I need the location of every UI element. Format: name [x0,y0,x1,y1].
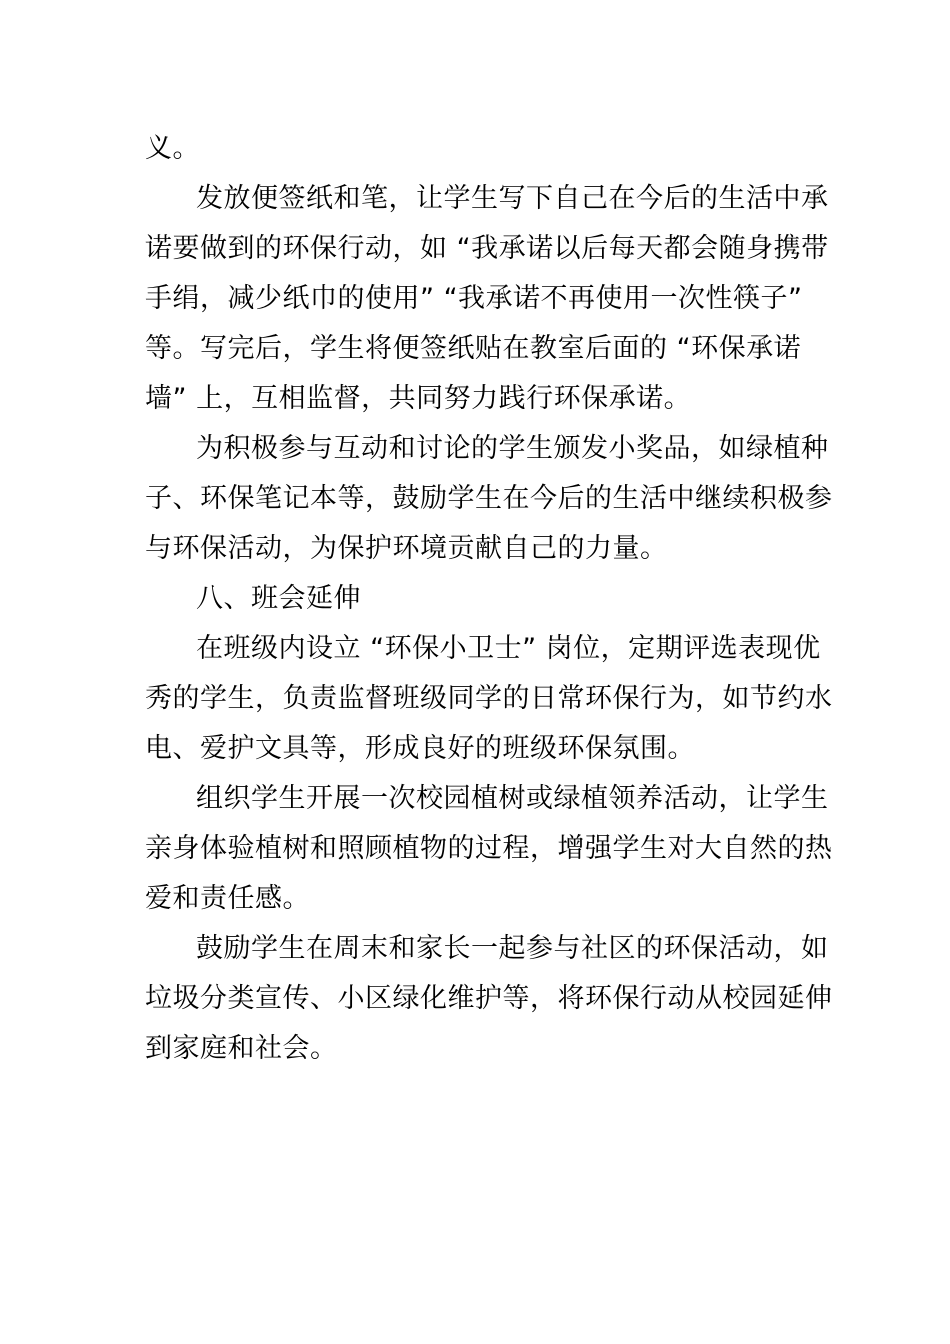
section-heading: 八、班会延伸 [196,583,361,614]
text-line: 爱和责任感。 [145,883,310,914]
text-line: 到家庭和社会。 [145,1033,338,1064]
text-line: 电、爱护文具等，形成良好的班级环保氛围。 [145,733,695,764]
document-body [145,124,833,1074]
paragraph-start-line: 为积极参与互动和讨论的学生颁发小奖品，如绿植种 [196,433,829,464]
text-line: 亲身体验植树和照顾植物的过程，增强学生对大自然的热 [145,833,833,864]
text-line: 等。写完后，学生将便签纸贴在教室后面的 “环保承诺 [145,333,802,364]
paragraph-start-line: 组织学生开展一次校园植树或绿植领养活动，让学生 [196,783,829,814]
text-line: 手绢，减少纸巾的使用” “我承诺不再使用一次性筷子” [145,283,803,314]
text-line: 墙” 上，互相监督，共同努力践行环保承诺。 [145,383,692,414]
text-line: 义。 [145,133,200,164]
text-line: 诺要做到的环保行动，如 “我承诺以后每天都会随身携带 [145,233,829,264]
text-line: 子、环保笔记本等，鼓励学生在今后的生活中继续积极参 [145,483,833,514]
text-line: 垃圾分类宣传、小区绿化维护等，将环保行动从校园延伸 [145,983,833,1014]
paragraph-start-line: 鼓励学生在周末和家长一起参与社区的环保活动，如 [196,933,829,964]
text-line: 与环保活动，为保护环境贡献自己的力量。 [145,533,668,564]
text-line: 秀的学生，负责监督班级同学的日常环保行为，如节约水 [145,683,833,714]
paragraph-start-line: 在班级内设立 “环保小卫士” 岗位，定期评选表现优 [196,633,821,664]
paragraph-start-line: 发放便签纸和笔，让学生写下自己在今后的生活中承 [196,183,829,214]
